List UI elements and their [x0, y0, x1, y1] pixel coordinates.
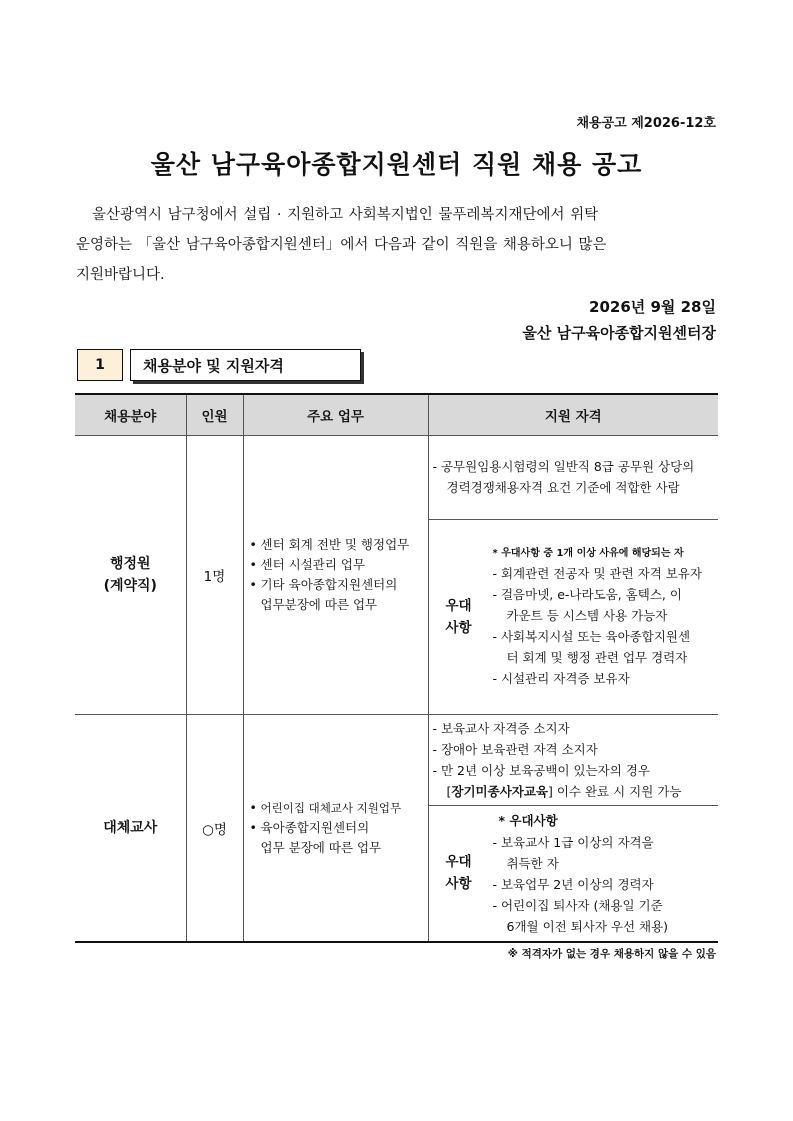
preference-item: 카운트 등 시스템 사용 가능자	[506, 607, 668, 623]
preference-item: - 시설관리 자격증 보유자	[492, 670, 630, 686]
field-name: 대체교사	[103, 820, 158, 836]
qualification-inner	[429, 436, 719, 714]
qualification-line: [장기미종사자교육] 이수 완료 시 지원 가능	[446, 783, 682, 799]
intro-line: 지원바랍니다.	[76, 267, 165, 283]
qualification-line: - 장애아 보육관련 자격 소지자	[432, 741, 598, 757]
field-name: 행정원	[109, 556, 151, 572]
preference-list	[489, 805, 719, 941]
signer: 울산 남구육아종합지원센터장	[522, 324, 716, 342]
notice-date: 2026년 9월 28일	[589, 298, 716, 316]
duty-list	[244, 535, 428, 615]
preference-item: - 회계관련 전공자 및 관련 자격 보유자	[492, 565, 702, 581]
duty-list	[244, 798, 428, 858]
preference-item: - 보육업무 2년 이상의 경력자	[492, 876, 654, 892]
preference-item: - 걸음마넷, e-나라도움, 홈텍스, 이	[492, 586, 682, 602]
duties-cell	[243, 436, 428, 715]
qualification-requirements	[429, 436, 719, 519]
duty-item: • 육아종합지원센터의 업무 분장에 따른 업무	[250, 818, 424, 858]
qualification-requirements	[429, 715, 719, 805]
count-cell: 1명	[186, 436, 243, 715]
preference-item: - 사회복지시설 또는 육아종합지원센	[492, 628, 691, 644]
field-cell	[75, 436, 186, 715]
preference-list	[489, 519, 719, 714]
page-title: 울산 남구육아종합지원센터 직원 채용 공고	[150, 150, 643, 179]
preference-item: - 보육교사 1급 이상의 자격을	[492, 834, 654, 850]
header-qualification: 지원 자격	[428, 394, 718, 436]
preference-item: 6개월 이전 퇴사자 우선 채용)	[506, 918, 669, 934]
qualification-cell	[428, 715, 718, 943]
qualification-inner	[429, 715, 719, 941]
duty-item: • 어린이집 대체교사 지원업무	[250, 798, 424, 818]
header-count: 인원	[186, 394, 243, 436]
qualification-line: - 보육교사 자격증 소지자	[432, 720, 570, 736]
notice-number: 채용공고 제2026-12호	[576, 116, 716, 131]
section-title: 채용분야 및 지원자격	[130, 349, 361, 381]
intro-paragraph	[76, 200, 717, 290]
field-type: (계약직)	[103, 578, 157, 594]
duty-item: • 센터 시설관리 업무	[250, 555, 424, 575]
count-cell: ○명	[186, 715, 243, 943]
preference-label: 우대 사항	[429, 519, 489, 714]
intro-line: 운영하는 「울산 남구육아종합지원센터」에서 다음과 같이 직원을 채용하오니 많은	[76, 237, 607, 253]
duty-item: • 센터 회계 전반 및 행정업무	[250, 535, 424, 555]
intro-line: 울산광역시 남구청에서 설립 · 지원하고 사회복지법인 물푸레복지재단에서 위탁	[92, 207, 599, 223]
preference-header: * 우대사항 중 1개 이상 사유에 해당되는 자	[492, 547, 684, 559]
footnote: ※ 적격자가 없는 경우 채용하지 않을 수 있음	[507, 948, 716, 960]
duty-item: • 기타 육아종합지원센터의 업무분장에 따른 업무	[250, 575, 424, 615]
header-field: 채용분야	[75, 394, 186, 436]
recruitment-table	[75, 393, 718, 943]
preference-item: 취득한 자	[506, 855, 559, 871]
preference-label: 우대 사항	[429, 805, 489, 941]
table-row	[75, 715, 718, 943]
table-row	[75, 436, 718, 715]
preference-header: * 우대사항	[498, 812, 558, 828]
qualification-line: - 공무원임용시험령의 일반직 8급 공무원 상당의	[432, 459, 695, 475]
field-cell	[75, 715, 186, 943]
table-header-row	[75, 394, 718, 436]
preference-item: 터 회계 및 행정 관련 업무 경력자	[506, 649, 688, 665]
duties-cell	[243, 715, 428, 943]
qualification-line: 경력경쟁채용자격 요건 기준에 적합한 사람	[446, 480, 680, 496]
section-number: 1	[77, 349, 123, 381]
preference-item: - 어린이집 퇴사자 (채용일 기준	[492, 897, 663, 913]
header-duties: 주요 업무	[243, 394, 428, 436]
qualification-cell	[428, 436, 718, 715]
qualification-line: - 만 2년 이상 보육공백이 있는자의 경우	[432, 762, 650, 778]
